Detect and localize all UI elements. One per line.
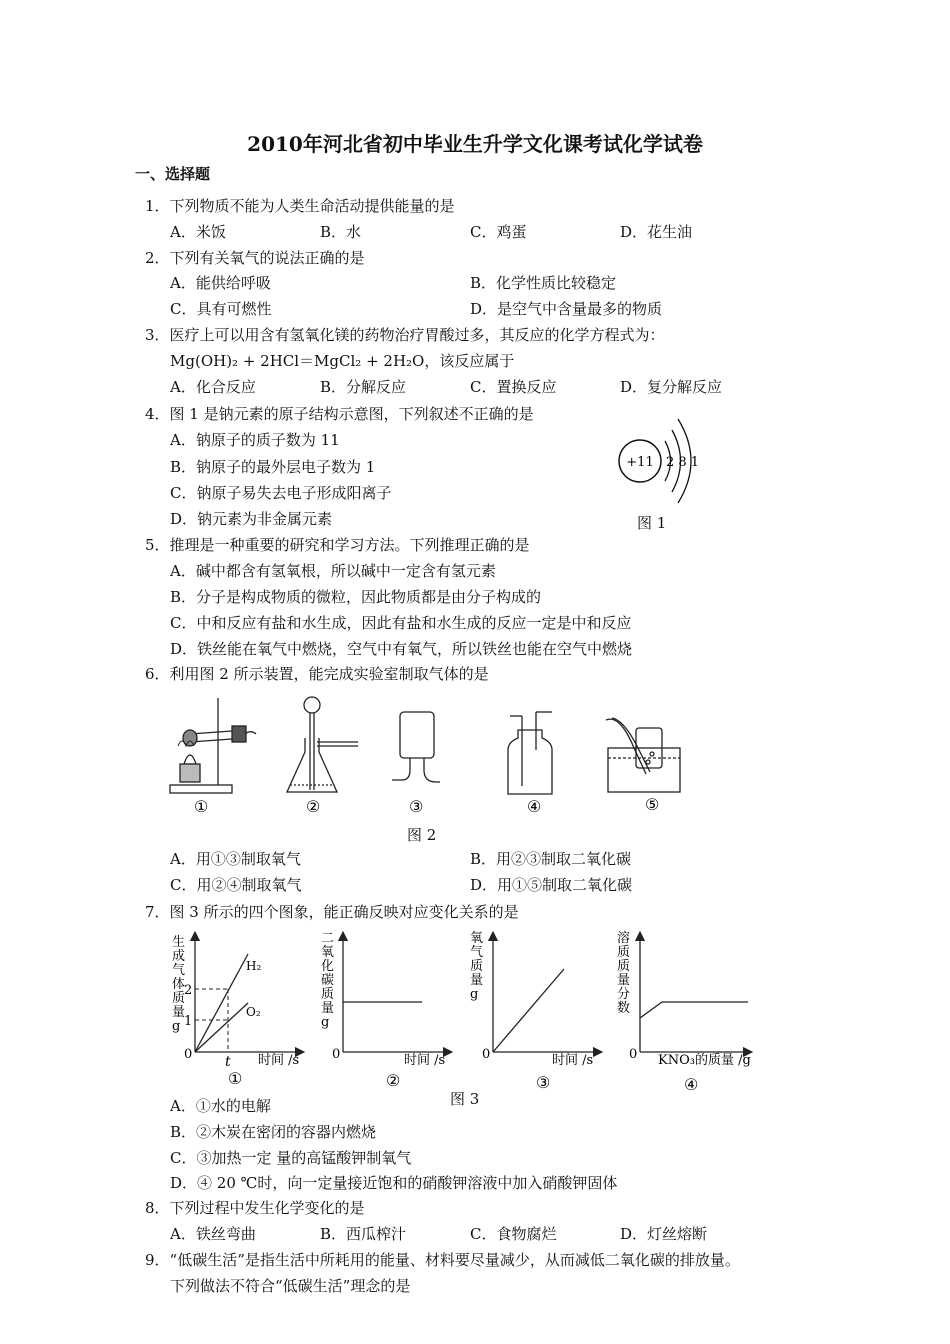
q1-option-c: C．鸡蛋 — [470, 223, 527, 241]
figure-1-caption: 图 1 — [637, 514, 667, 532]
graph-4-kno3-solution — [617, 930, 751, 1094]
q6-stem: 6．利用图 2 所示装置，能完成实验室制取气体的是 — [145, 665, 489, 683]
y-axis-char: 量 — [617, 973, 631, 988]
q8-stem: 8．下列过程中发生化学变化的是 — [145, 1199, 365, 1217]
q4-stem: 4．图 1 是钠元素的原子结构示意图，下列叙述不正确的是 — [145, 405, 534, 423]
q3-option-b: B．分解反应 — [320, 378, 407, 396]
q7-option-b: B．②木炭在密闭的容器内燃烧 — [170, 1123, 377, 1141]
q5-option-a: A．碱中都含有氢氧根，所以碱中一定含有氢元素 — [170, 562, 496, 580]
graph-3-potassium-permanganate — [470, 931, 598, 1092]
y-axis-char: g — [470, 987, 479, 1002]
y-axis-char: 气 — [172, 963, 186, 978]
sodium-atom-diagram — [610, 410, 720, 515]
y-axis-char: 数 — [617, 1001, 631, 1016]
q5-option-d: D．铁丝能在氧气中燃烧，空气中有氧气，所以铁丝也能在空气中燃烧 — [170, 640, 633, 658]
tick-1: 1 — [184, 1014, 193, 1029]
q1-stem: 1．下列物质不能为人类生命活动提供能量的是 — [145, 197, 455, 215]
apparatus-figure — [160, 690, 690, 820]
graph-2-xlabel: 时间 /s — [404, 1053, 446, 1068]
apparatus-4-label: ④ — [527, 797, 542, 816]
y-axis-char: 氧 — [470, 931, 484, 946]
figure-2-caption: 图 2 — [407, 826, 437, 844]
apparatus-5-water-trough — [606, 718, 680, 792]
y-axis-char: 量 — [470, 973, 484, 988]
y-axis-char: 质 — [321, 987, 335, 1002]
atom-nucleus-label: +11 — [626, 455, 654, 470]
origin-2: 0 — [332, 1047, 341, 1062]
origin-3: 0 — [482, 1047, 491, 1062]
graph-2-carbon-combustion — [321, 931, 448, 1090]
y-axis-char: 化 — [321, 959, 335, 974]
y-axis-char: 质 — [172, 991, 186, 1006]
y-axis-char: 气 — [470, 945, 484, 960]
q9-stem-line2: 下列做法不符合“低碳生活”理念的是 — [170, 1277, 411, 1295]
y-axis-char: 质 — [470, 959, 484, 974]
q6-option-c: C．用②④制取氧气 — [170, 876, 302, 894]
y-axis-char: 分 — [617, 987, 631, 1002]
y-axis-char: 碳 — [321, 973, 335, 988]
y-axis-char: 质 — [617, 945, 631, 960]
h2-label: H₂ — [246, 959, 262, 973]
graph-1-xlabel: 时间 /s — [258, 1053, 300, 1068]
graph-4-xlabel: KNO₃的质量 /g — [658, 1053, 751, 1068]
apparatus-1-heating-tube — [170, 698, 256, 793]
q3-option-d: D．复分解反应 — [620, 378, 723, 396]
graph-4-num: ④ — [684, 1075, 699, 1094]
apparatus-5-label: ⑤ — [645, 795, 660, 814]
q3-equation: Mg(OH)₂ + 2HCl＝MgCl₂ + 2H₂O，该反应属于 — [170, 352, 515, 370]
h2-line — [195, 954, 248, 1052]
q7-option-a: A．①水的电解 — [170, 1097, 271, 1115]
q8-option-d: D．灯丝熔断 — [620, 1225, 708, 1243]
q8-option-b: B．西瓜榨汁 — [320, 1225, 407, 1243]
y-axis-char: 生 — [172, 935, 186, 950]
o2-line — [195, 1003, 248, 1052]
fraction-line — [640, 1002, 748, 1018]
y-axis-char: 量 — [172, 1005, 186, 1020]
y-axis-char: 质 — [617, 959, 631, 974]
q5-option-b: B．分子是构成物质的微粒，因此物质都是由分子构成的 — [170, 588, 542, 606]
q3-option-a: A．化合反应 — [170, 378, 256, 396]
q8-option-c: C．食物腐烂 — [470, 1225, 557, 1243]
graph-3-num: ③ — [536, 1073, 551, 1092]
q2-option-a: A．能供给呼吸 — [170, 274, 271, 292]
y-axis-char: 氧 — [321, 945, 335, 960]
q6-option-d: D．用①⑤制取二氧化碳 — [470, 876, 633, 894]
q2-option-b: B．化学性质比较稳定 — [470, 274, 617, 292]
q7-option-c: C．③加热一定 量的高锰酸钾制氧气 — [170, 1149, 412, 1167]
q9-stem: 9．“低碳生活”是指生活中所耗用的能量、材料要尽量减少，从而减低二氧化碳的排放量。 — [145, 1251, 740, 1269]
apparatus-4-gas-bottle — [508, 712, 552, 794]
graph-2-num: ② — [386, 1071, 401, 1090]
q7-stem: 7．图 3 所示的四个图象，能正确反映对应变化关系的是 — [145, 903, 519, 921]
apparatus-1-label: ① — [194, 797, 209, 816]
atom-shell-electrons: 2 8 1 — [666, 455, 700, 470]
y-axis-char: 体 — [172, 977, 186, 992]
q5-stem: 5．推理是一种重要的研究和学习方法。下列推理正确的是 — [145, 536, 530, 554]
section-heading: 一、选择题 — [135, 165, 211, 183]
figure-3-caption: 图 3 — [450, 1090, 480, 1108]
graph-3-xlabel: 时间 /s — [552, 1053, 594, 1068]
tick-2: 2 — [184, 983, 193, 998]
y-axis-char: 成 — [172, 949, 186, 964]
graph-1-water-electrolysis — [172, 934, 300, 1088]
q7-option-d: D．④ 20 ℃时，向一定量接近饱和的硝酸钾溶液中加入硝酸钾固体 — [170, 1174, 618, 1192]
q3-stem: 3．医疗上可以用含有氢氧化镁的药物治疗胃酸过多，其反应的化学方程式为： — [145, 326, 665, 344]
t-label: t — [225, 1054, 231, 1070]
y-axis-char: g — [172, 1019, 181, 1034]
q4-option-a: A．钠原子的质子数为 11 — [170, 431, 340, 449]
q4-option-c: C．钠原子易失去电子形成阳离子 — [170, 484, 392, 502]
graph-1-num: ① — [228, 1069, 243, 1088]
q6-option-b: B．用②③制取二氧化碳 — [470, 850, 632, 868]
y-axis-char: 量 — [321, 1001, 335, 1016]
apparatus-2-conical-flask — [287, 697, 358, 792]
q4-option-d: D．钠元素为非金属元素 — [170, 510, 333, 528]
q1-option-b: B．水 — [320, 223, 362, 241]
q2-stem: 2．下列有关氧气的说法正确的是 — [145, 249, 365, 267]
graphs-figure — [160, 928, 770, 1098]
q2-option-d: D．是空气中含量最多的物质 — [470, 300, 663, 318]
origin-4: 0 — [629, 1047, 638, 1062]
o2-label: O₂ — [246, 1005, 261, 1019]
q4-option-b: B．钠原子的最外层电子数为 1 — [170, 458, 376, 476]
y-axis-char: 二 — [321, 931, 335, 946]
apparatus-3-label: ③ — [409, 797, 424, 816]
origin-1: 0 — [184, 1047, 193, 1062]
q5-option-c: C．中和反应有盐和水生成，因此有盐和水生成的反应一定是中和反应 — [170, 614, 632, 632]
y-axis-char: 溶 — [617, 931, 631, 946]
q2-option-c: C．具有可燃性 — [170, 300, 272, 318]
apparatus-3-inverted-bottle — [392, 712, 440, 782]
q1-option-d: D．花生油 — [620, 223, 693, 241]
o2-mass-line — [493, 969, 564, 1052]
q1-option-a: A．米饭 — [170, 223, 226, 241]
q8-option-a: A．铁丝弯曲 — [170, 1225, 256, 1243]
apparatus-2-label: ② — [306, 797, 321, 816]
y-axis-char: g — [321, 1015, 330, 1030]
q6-option-a: A．用①③制取氧气 — [170, 850, 301, 868]
page-title: 2010年河北省初中毕业生升学文化课考试化学试卷 — [247, 132, 703, 156]
q3-option-c: C．置换反应 — [470, 378, 557, 396]
